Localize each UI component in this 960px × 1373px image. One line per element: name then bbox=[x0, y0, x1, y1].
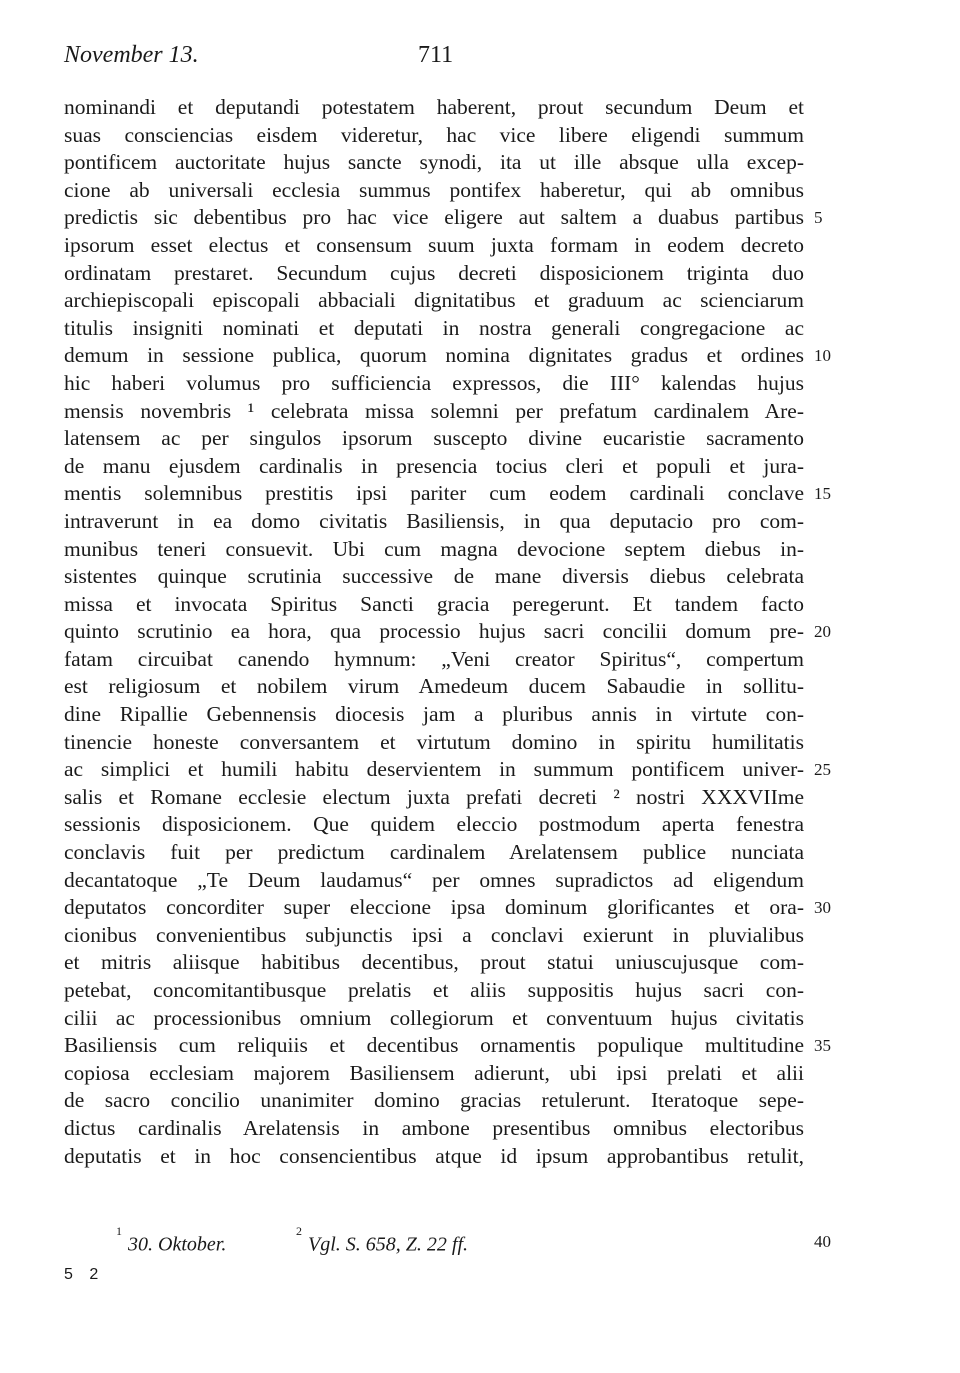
footnote-1-text: 30. Oktober. bbox=[128, 1233, 227, 1256]
line-number-30: 30 bbox=[814, 898, 831, 918]
text-line: intraverunt in ea domo civitatis Basiliensis, in qua deputacio pro com- bbox=[64, 508, 804, 533]
text-line: cilii ac processionibus omnium collegiorum et conventuum hujus civitatis bbox=[64, 1005, 804, 1030]
text-line: cione ab universali ecclesia summus pontifex haberetur, qui ab omnibus bbox=[64, 177, 804, 202]
text-line: ordinatam prestaret. Secundum cujus decreti disposicionem triginta duo bbox=[64, 260, 804, 285]
text-line: decantatoque „Te Deum laudamus“ per omnes supradictos ad eligendum bbox=[64, 867, 804, 892]
line-number-10: 10 bbox=[814, 346, 831, 366]
printer-signature: 5 2 bbox=[64, 1266, 105, 1283]
line-number-25: 25 bbox=[814, 760, 831, 780]
text-line: titulis insigniti nominati et deputati in nostra generali congregacione ac bbox=[64, 315, 804, 340]
text-line: latensem ac per singulos ipsorum suscepto divine eucaristie sacramento bbox=[64, 426, 804, 451]
text-line: cionibus convenientibus subjunctis ipsi a conclavi exierunt in pluvialibus bbox=[64, 922, 804, 947]
text-line: sessionis disposicionem. Que quidem eleccio postmodum aperta fenestra bbox=[64, 812, 804, 837]
line-number-40: 40 bbox=[814, 1232, 831, 1251]
text-line: hic haberi volumus pro sufficiencia expressos, die III° kalendas hujus bbox=[64, 370, 804, 395]
line-number-15: 15 bbox=[814, 484, 831, 504]
line-number-5: 5 bbox=[814, 208, 823, 228]
text-line: conclavis fuit per predictum cardinalem Arelatensem publice nunciata bbox=[64, 840, 804, 865]
page-number: 711 bbox=[418, 42, 454, 68]
text-line: de sacro concilio unanimiter domino gracias retulerunt. Iteratoque sepe- bbox=[64, 1088, 804, 1113]
running-head: November 13. bbox=[64, 42, 199, 68]
footnotes bbox=[64, 1224, 844, 1302]
footnote-1-marker: 1 bbox=[116, 1224, 122, 1238]
text-line: archiepiscopali episcopali abbaciali dignitatibus et graduum ac scienciarum bbox=[64, 288, 804, 313]
text-line: predictis sic debentibus pro hac vice eligere aut saltem a duabus partibus bbox=[64, 205, 804, 230]
body-text bbox=[64, 94, 804, 1170]
footnote-2 bbox=[296, 1224, 469, 1257]
footnote-2-text: Vgl. S. 658, Z. 22 ff. bbox=[308, 1233, 469, 1256]
footnote-2-marker: 2 bbox=[296, 1224, 302, 1238]
text-line: demum in sessione publica, quorum nomina dignitates gradus et ordines bbox=[64, 343, 804, 368]
text-line: nominandi et deputandi potestatem haberent, prout secundum Deum et bbox=[64, 95, 804, 119]
text-line: salis et Romane ecclesie electum juxta prefati decreti ² nostri XXXVIIme bbox=[64, 784, 804, 809]
text-line: quinto scrutinio ea hora, qua processio hujus sacri concilii domum pre- bbox=[64, 619, 804, 644]
text-line: Basiliensis cum reliquiis et decentibus ornamentis populique multitudine bbox=[64, 1033, 804, 1058]
text-line: mensis novembris ¹ celebrata missa solemni per prefatum cardinalem Are- bbox=[64, 398, 804, 423]
text-line: petebat, concomitantibusque prelatis et aliis suppositis hujus sacri con- bbox=[64, 978, 804, 1002]
text-line: dine Ripallie Gebennensis diocesis jam a pluribus annis in virtute con- bbox=[64, 702, 804, 727]
text-line: deputatos concorditer super eleccione ipsa dominum glorificantes et ora- bbox=[64, 895, 804, 920]
text-line: mentis solemnibus prestitis ipsi pariter cum eodem cardinali conclave bbox=[64, 481, 804, 506]
text-line: missa et invocata Spiritus Sancti gracia peregerunt. Et tandem facto bbox=[64, 591, 804, 616]
text-line: deputatis et in hoc consencientibus atque id ipsum approbantibus retulit, bbox=[64, 1143, 804, 1168]
text-line: pontificem auctoritate hujus sancte synodi, ita ut ille absque ulla excep- bbox=[64, 150, 804, 175]
text-line: ac simplici et humili habitu deservientem in summum pontificem univer- bbox=[64, 757, 804, 782]
page-header bbox=[64, 42, 804, 78]
text-line: est religiosum et nobilem virum Amedeum ducem Sabaudie in sollitu- bbox=[64, 674, 804, 699]
text-line: et mitris aliisque habitibus decentibus, prout statui uniuscujusque com- bbox=[64, 950, 804, 975]
text-line: copiosa ecclesiam majorem Basiliensem adierunt, ubi ipsi prelati et alii bbox=[64, 1060, 804, 1085]
text-line: fatam circuibat canendo hymnum: „Veni creator Spiritus“, compertum bbox=[64, 646, 804, 671]
line-number-35: 35 bbox=[814, 1036, 831, 1056]
text-line: munibus teneri consuevit. Ubi cum magna devocione septem diebus in- bbox=[64, 536, 804, 561]
text-line: ipsorum esset electus et consensum suum juxta formam in eodem decreto bbox=[64, 232, 804, 257]
text-line: suas consciencias eisdem videretur, hac vice libere eligendi summum bbox=[64, 122, 804, 147]
text-line: sistentes quinque scrutinia successive de mane diversis diebus celebrata bbox=[64, 564, 804, 589]
text-line: tinencie honeste conversantem et virtutum domino in spiritu humilitatis bbox=[64, 729, 804, 754]
footnote-1 bbox=[116, 1224, 227, 1257]
text-line: dictus cardinalis Arelatensis in ambone presentibus omnibus electoribus bbox=[64, 1115, 804, 1140]
text-line: de manu ejusdem cardinalis in presencia tocius cleri et populi et jura- bbox=[64, 453, 804, 478]
line-number-20: 20 bbox=[814, 622, 831, 642]
